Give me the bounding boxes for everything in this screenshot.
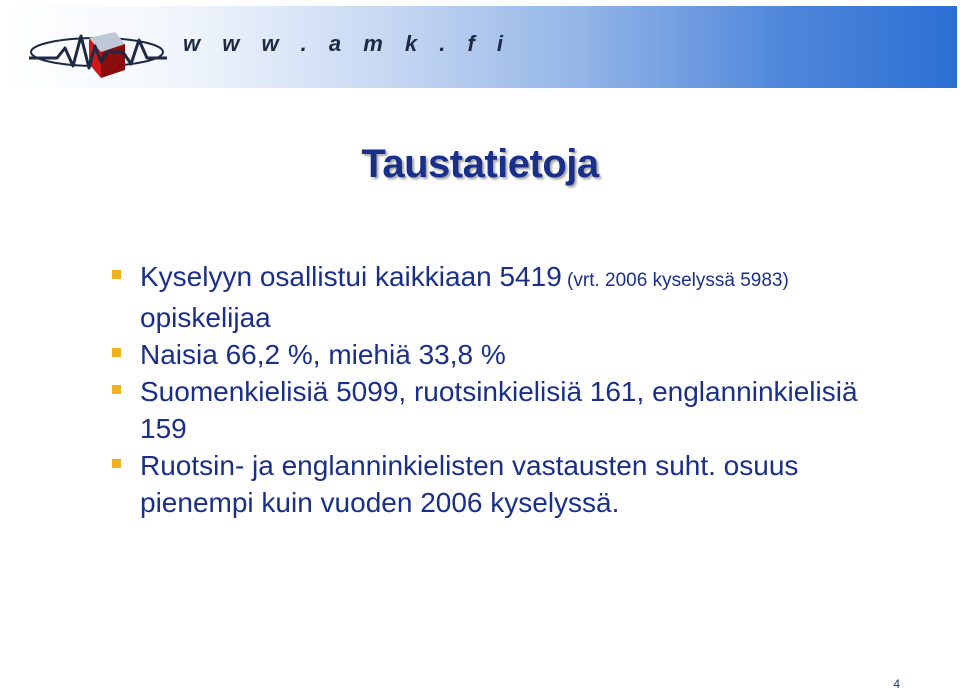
languages-text: Suomenkielisiä 5099, ruotsinkielisiä 161, englanninkielisiä 159 (140, 376, 858, 444)
bullet-square-icon (112, 348, 121, 357)
bullet-square-icon (112, 270, 121, 279)
participants-suffix-text: opiskelijaa (140, 302, 271, 333)
page-number: 4 (893, 677, 900, 691)
participants-main-text: Kyselyyn osallistui kaikkiaan 5419 (140, 261, 562, 292)
bullet-gender (110, 336, 900, 373)
bullet-languages (110, 373, 900, 447)
gender-text: Naisia 66,2 %, miehiä 33,8 % (140, 339, 506, 370)
bullet-response-share (110, 447, 900, 521)
bullet-list (110, 258, 900, 521)
amk-logo-icon (27, 18, 207, 86)
bullet-participants (110, 258, 900, 336)
bullet-square-icon (112, 459, 121, 468)
logo-url-text: w w w . a m k . f i (183, 31, 512, 56)
header-banner (5, 6, 957, 88)
slide-title: Taustatietoja (361, 142, 599, 186)
bullet-square-icon (112, 385, 121, 394)
response-share-text: Ruotsin- ja englanninkielisten vastausten suht. osuus pienempi kuin vuoden 2006 kyselyssä. (140, 450, 799, 518)
participants-comparison-text: (vrt. 2006 kyselyssä 5983) (561, 270, 789, 291)
